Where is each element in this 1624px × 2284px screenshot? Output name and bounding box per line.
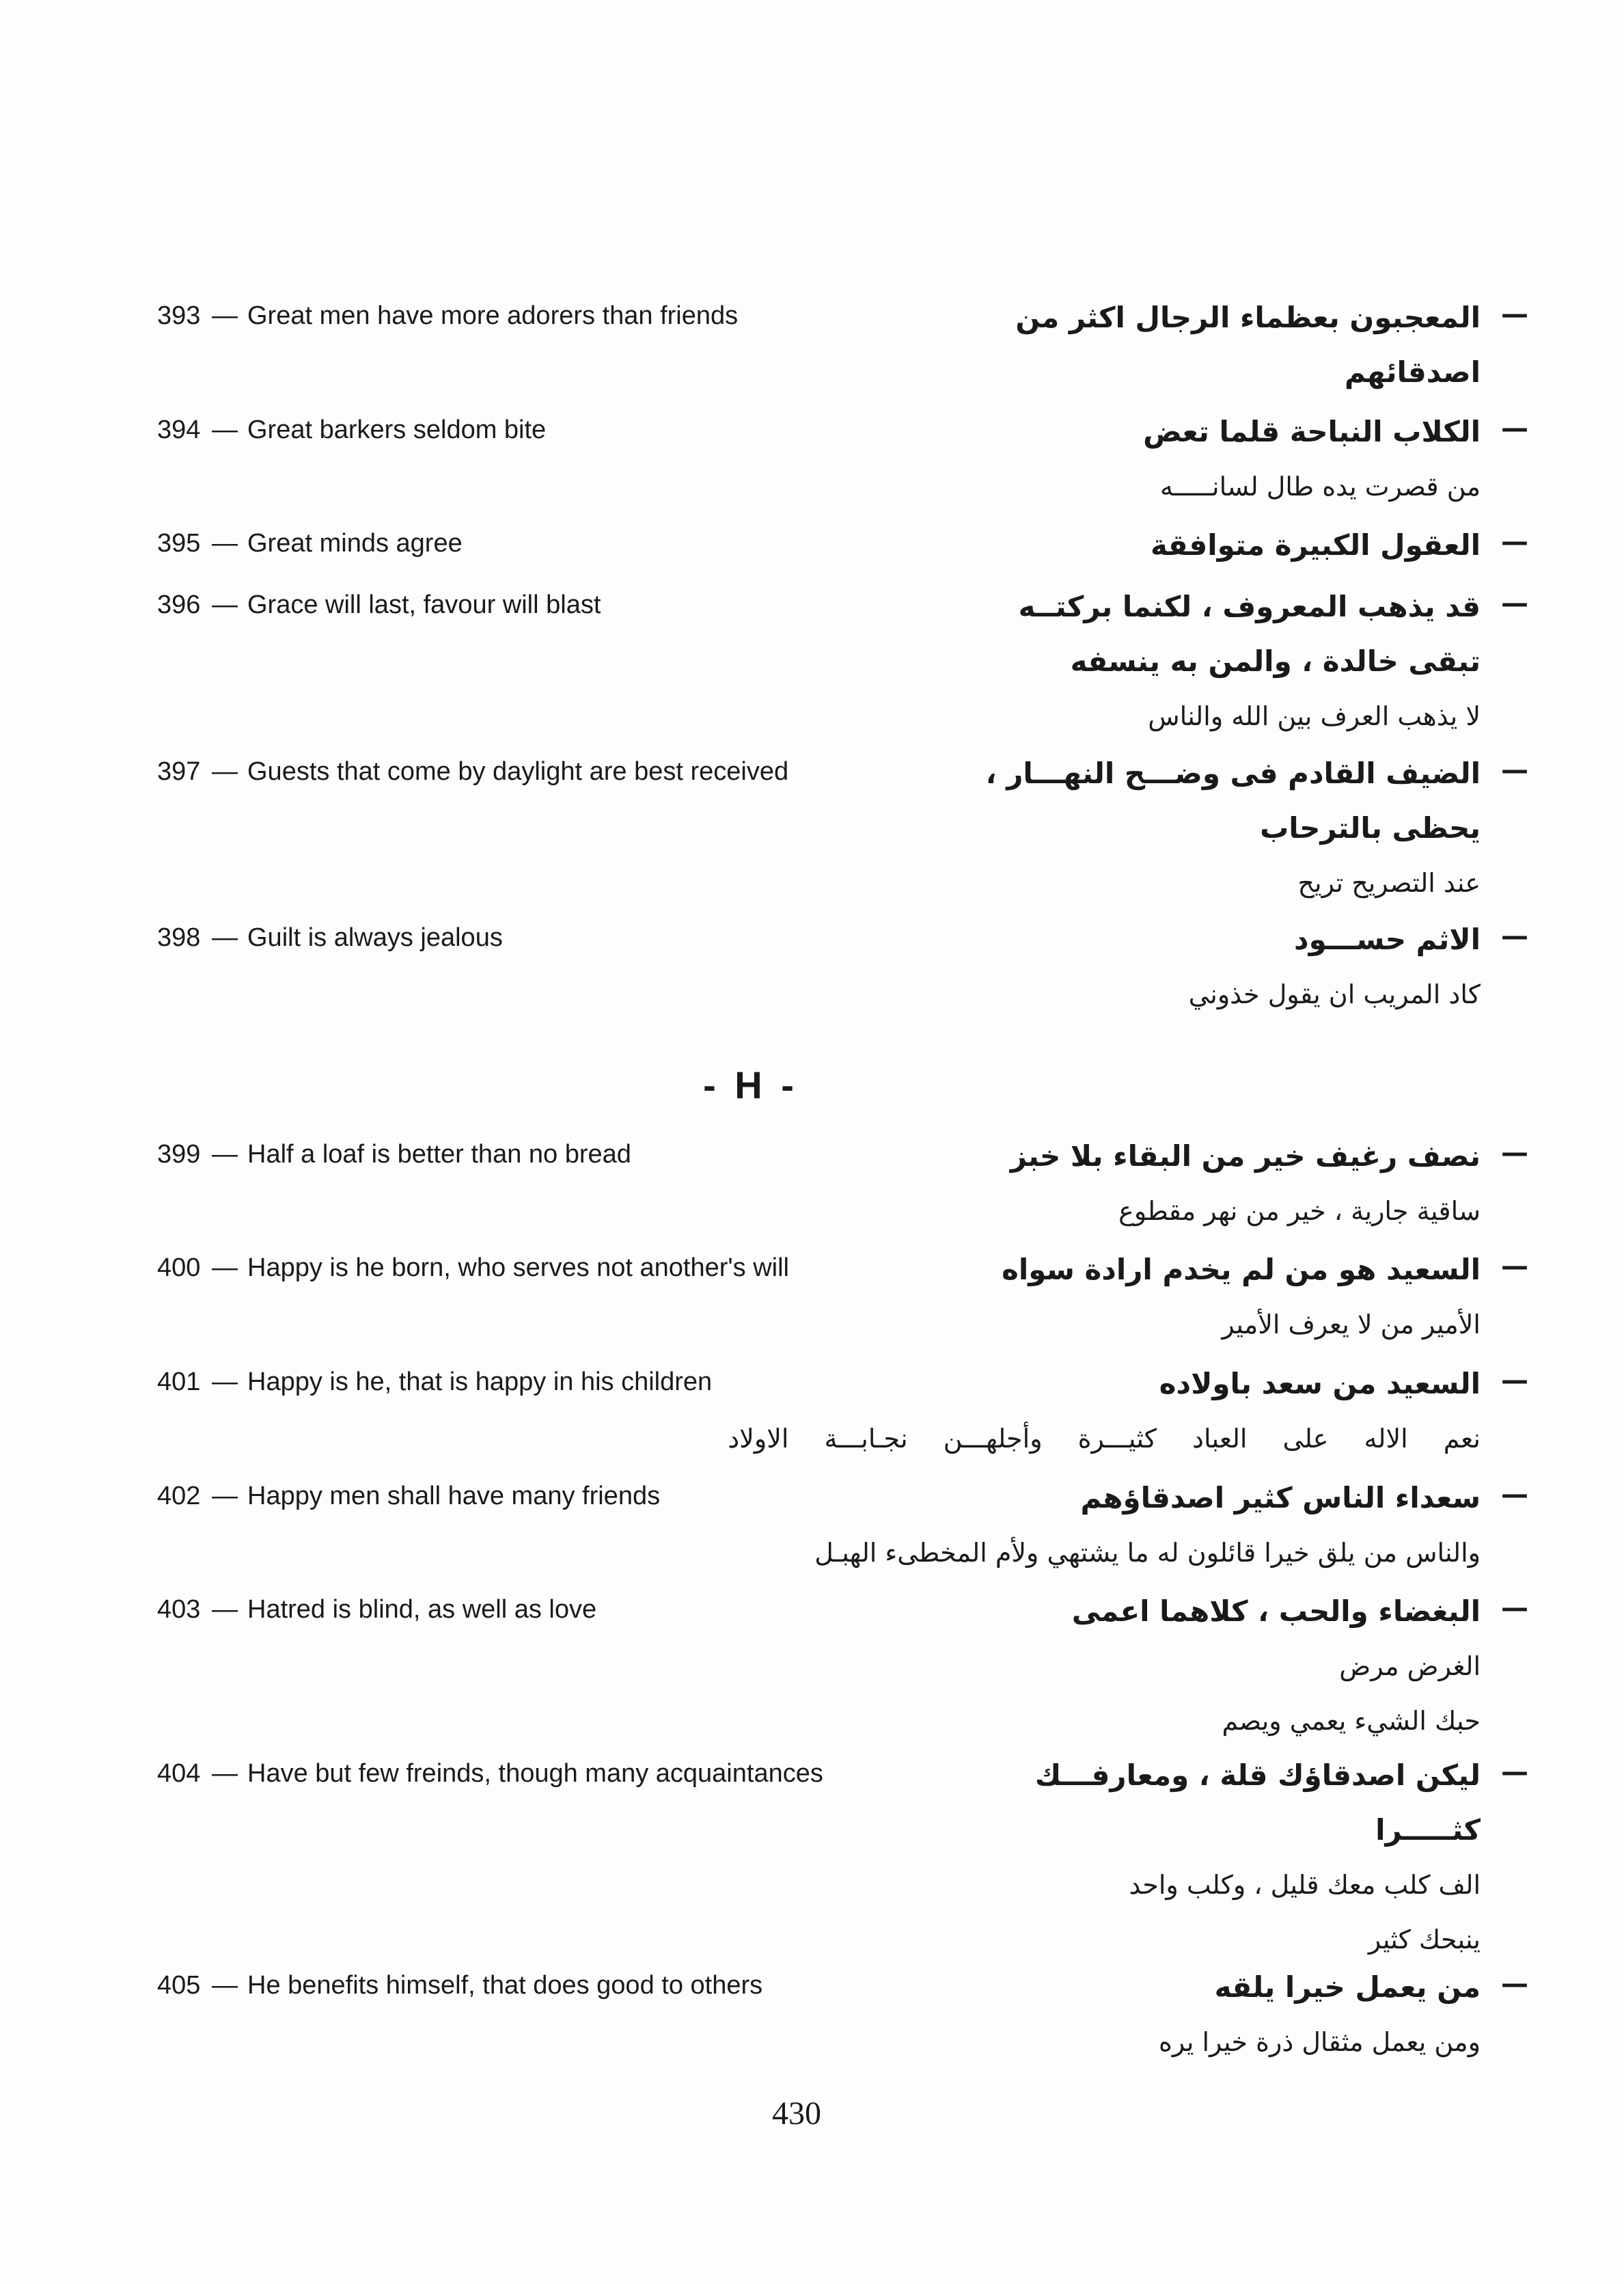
entry-english-396: 396 — Grace will last, favour will blast xyxy=(157,590,601,619)
entry-dash: — xyxy=(1501,1756,1528,1788)
entry-dash: — xyxy=(1501,413,1528,444)
entry-number: 399 xyxy=(157,1140,201,1169)
entry-english-397: 397 — Guests that come by daylight are best received xyxy=(157,757,789,786)
entry-english-401: 401 — Happy is he, that is happy in his children xyxy=(157,1368,713,1396)
page-number: 430 xyxy=(772,2095,821,2132)
arabic-equivalent-verse: والناس من يلق خيرا قائلون له ما يشتهي ولأم المخطىء الهبـل xyxy=(814,1538,1481,1568)
arabic-equivalent: من قصرت يده طال لسانـــــه xyxy=(1160,472,1481,502)
english-proverb: Great men have more adorers than friends xyxy=(247,301,739,330)
english-proverb: Guilt is always jealous xyxy=(247,923,503,952)
entry-number: 402 xyxy=(157,1482,201,1510)
arabic-equivalent: لا يذهب العرف بين الله والناس xyxy=(1148,701,1481,731)
entry-dash: — xyxy=(1501,1251,1528,1282)
entry-english-405: 405 — He benefits himself, that does good to others xyxy=(157,1971,763,2000)
entry-number: 403 xyxy=(157,1595,201,1624)
entry-english-402: 402 — Happy men shall have many friends xyxy=(157,1482,661,1510)
arabic-proverb: سعداء الناس كثير اصدقاؤهم xyxy=(1080,1481,1481,1514)
entry-dash: — xyxy=(1501,1479,1528,1510)
entry-dash: — xyxy=(1501,1365,1528,1396)
entry-english-394: 394 — Great barkers seldom bite xyxy=(157,416,547,444)
english-proverb: Happy men shall have many friends xyxy=(247,1482,661,1510)
entry-arabic-394 xyxy=(866,405,1528,514)
entry-dash: — xyxy=(1501,754,1528,786)
entry-arabic-403 xyxy=(866,1584,1528,1748)
entry-number: 397 xyxy=(157,757,201,786)
entry-english-400: 400 — Happy is he born, who serves not another's will xyxy=(157,1253,789,1282)
entry-english-398: 398 — Guilt is always jealous xyxy=(157,923,503,952)
english-proverb: Hatred is blind, as well as love xyxy=(247,1595,597,1624)
arabic-proverb: السعيد هو من لم يخدم ارادة سواه xyxy=(1002,1253,1481,1286)
entry-number: 405 xyxy=(157,1971,201,2000)
arabic-proverb: ليكن اصدقاؤك قلة ، ومعارفـــك xyxy=(1034,1758,1481,1792)
arabic-equivalent: حبك الشيء يعمي ويصم xyxy=(1222,1706,1481,1736)
entry-number: 401 xyxy=(157,1368,201,1396)
arabic-proverb: من يعمل خيرا يلقه xyxy=(1214,1970,1481,2004)
entry-number: 404 xyxy=(157,1759,201,1788)
arabic-equivalent: ساقية جارية ، خير من نهر مقطوع xyxy=(1118,1196,1481,1226)
english-proverb: Have but few freinds, though many acquaintances xyxy=(247,1759,823,1788)
arabic-proverb: العقول الكبيرة متوافقة xyxy=(1151,528,1481,562)
arabic-equivalent: ومن يعمل مثقال ذرة خيرا يره xyxy=(1158,2027,1481,2057)
arabic-equivalent: كاد المريب ان يقول خذوني xyxy=(1188,979,1481,1009)
arabic-proverb-continued: كثـــــرا xyxy=(1375,1813,1481,1847)
entry-english-395: 395 — Great minds agree xyxy=(157,529,463,558)
english-proverb: Guests that come by daylight are best received xyxy=(247,757,789,786)
entry-english-403: 403 — Hatred is blind, as well as love xyxy=(157,1595,597,1624)
arabic-proverb-continued: تبقى خالدة ، والمن به ينسفه xyxy=(1070,644,1481,678)
entry-arabic-393 xyxy=(866,290,1528,400)
entry-number: 396 xyxy=(157,590,201,619)
entry-dash: — xyxy=(1501,526,1528,558)
entry-arabic-396 xyxy=(866,580,1528,744)
arabic-proverb: البغضاء والحب ، كلاهما اعمى xyxy=(1071,1594,1481,1628)
entry-dash: — xyxy=(1501,299,1528,330)
entry-arabic-398 xyxy=(866,912,1528,1022)
arabic-proverb: الاثم حســـود xyxy=(1294,923,1481,956)
arabic-equivalent: الغرض مرض xyxy=(1339,1651,1481,1681)
english-proverb: Great minds agree xyxy=(247,529,463,558)
arabic-proverb: الكلاب النباحة قلما تعض xyxy=(1143,415,1481,448)
arabic-equivalent: عند التصريح تريح xyxy=(1297,868,1481,898)
entry-arabic-405 xyxy=(866,1960,1528,2069)
entry-arabic-397 xyxy=(866,746,1528,910)
english-proverb: Happy is he, that is happy in his children xyxy=(247,1368,713,1396)
entry-number: 398 xyxy=(157,923,201,952)
arabic-proverb: المعجبون بعظماء الرجال اكثر من xyxy=(1015,301,1481,334)
arabic-proverb: نصف رغيف خير من البقاء بلا خبز xyxy=(1010,1139,1481,1173)
entry-arabic-395 xyxy=(866,518,1528,573)
entry-arabic-399 xyxy=(866,1129,1528,1238)
arabic-proverb: الضيف القادم فى وضـــح النهـــار ، xyxy=(985,757,1481,790)
arabic-equivalent: ينبحك كثير xyxy=(1368,1925,1481,1955)
entry-dash: — xyxy=(1501,1137,1528,1169)
arabic-equivalent: الأمير من لا يعرف الأمير xyxy=(1222,1309,1481,1340)
entry-dash: — xyxy=(1501,921,1528,952)
entry-arabic-401 xyxy=(592,1357,1528,1466)
english-proverb: Happy is he born, who serves not another's will xyxy=(247,1253,789,1282)
entry-arabic-404 xyxy=(866,1748,1528,1967)
arabic-proverb: السعيد من سعد باولاده xyxy=(1159,1367,1481,1400)
entry-english-393: 393 — Great men have more adorers than friends xyxy=(157,301,739,330)
english-proverb: Grace will last, favour will blast xyxy=(247,590,601,619)
english-proverb: Great barkers seldom bite xyxy=(247,416,547,444)
english-proverb: He benefits himself, that does good to others xyxy=(247,1971,763,2000)
entry-number: 394 xyxy=(157,416,201,444)
english-proverb: Half a loaf is better than no bread xyxy=(247,1140,631,1169)
arabic-equivalent: الف كلب معك قليل ، وكلب واحد xyxy=(1129,1870,1481,1900)
entry-number: 393 xyxy=(157,301,201,330)
section-heading: - H - xyxy=(703,1063,798,1106)
entry-dash: — xyxy=(1501,1592,1528,1624)
entry-english-404: 404 — Have but few freinds, though many acquaintances xyxy=(157,1759,823,1788)
entry-arabic-402 xyxy=(592,1471,1528,1580)
arabic-equivalent-verse: نعم الاله على العباد كثيـــرة وأجلهـــن نجـابـــة الاولاد xyxy=(728,1424,1481,1454)
entry-arabic-400 xyxy=(866,1242,1528,1352)
entry-english-399: 399 — Half a loaf is better than no bread xyxy=(157,1140,631,1169)
arabic-proverb-continued: يحظى بالترحاب xyxy=(1260,811,1481,845)
arabic-proverb-continued: اصدقائهم xyxy=(1345,355,1481,389)
entry-number: 395 xyxy=(157,529,201,558)
entry-dash: — xyxy=(1501,588,1528,619)
arabic-proverb: قد يذهب المعروف ، لكنما بركتــه xyxy=(1018,590,1481,623)
entry-dash: — xyxy=(1501,1968,1528,2000)
entry-number: 400 xyxy=(157,1253,201,1282)
